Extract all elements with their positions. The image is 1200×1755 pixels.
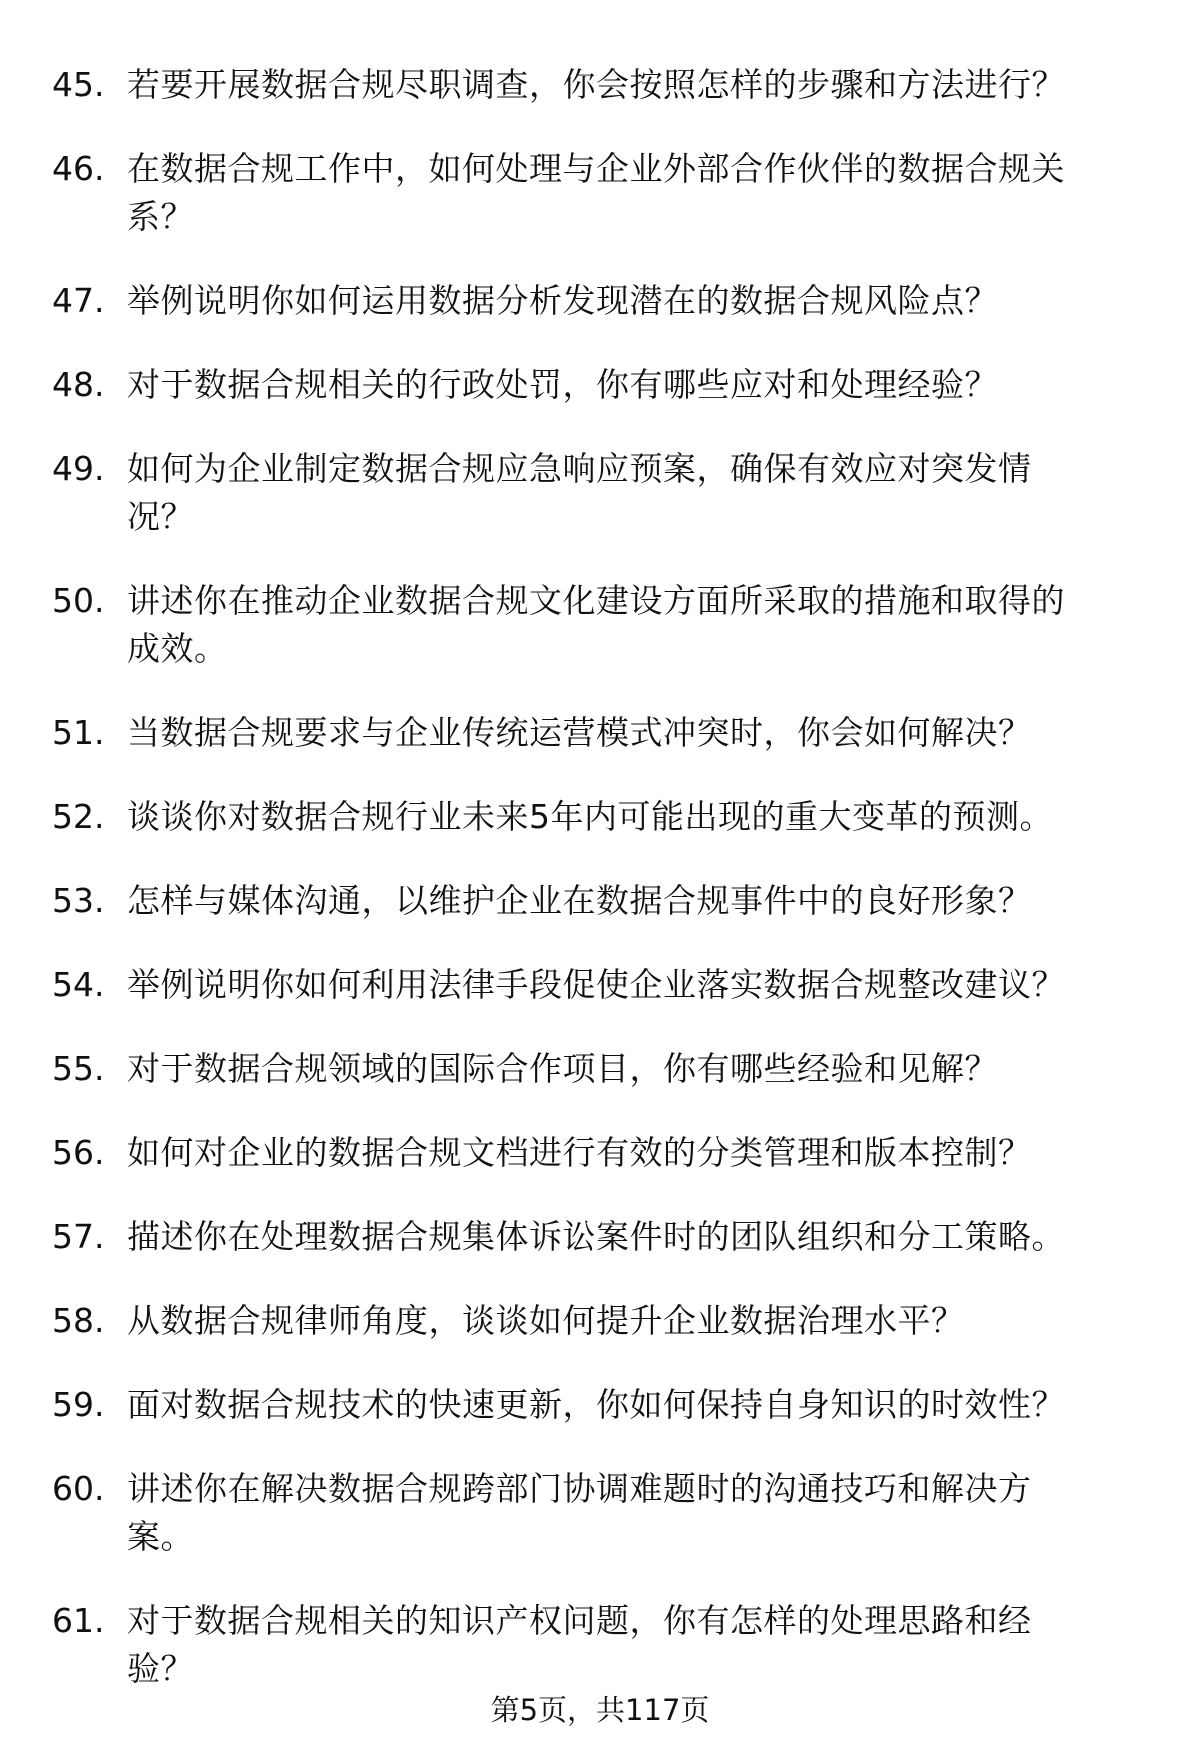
- question-text-line: 对于数据合规领域的国际合作项目，你有哪些经验和见解？: [127, 1049, 998, 1088]
- question-text: [127, 793, 1187, 841]
- question-text-line: 如何为企业制定数据合规应急响应预案，确保有效应对突发情: [127, 449, 1032, 488]
- question-number: 61.: [52, 1601, 105, 1640]
- question-text-line: 举例说明你如何利用法律手段促使企业落实数据合规整改建议？: [127, 965, 1065, 1004]
- question-text: [127, 1597, 1187, 1693]
- question-text: [127, 577, 1187, 673]
- question-list: [0, 61, 1200, 1729]
- question-text: [127, 1213, 1187, 1261]
- question-item: [0, 961, 1200, 1009]
- question-text-line: 若要开展数据合规尽职调查，你会按照怎样的步骤和方法进行？: [127, 65, 1065, 104]
- question-text-line: 从数据合规律师角度，谈谈如何提升企业数据治理水平？: [127, 1301, 965, 1340]
- question-text-line: 描述你在处理数据合规集体诉讼案件时的团队组织和分工策略。: [127, 1217, 1065, 1256]
- question-item: [0, 445, 1200, 541]
- question-text-line: 验？: [127, 1649, 194, 1688]
- question-text-line: 况？: [127, 497, 194, 536]
- question-text: [127, 877, 1187, 925]
- question-item: [0, 277, 1200, 325]
- question-text: [127, 1045, 1187, 1093]
- question-item: [0, 1129, 1200, 1177]
- question-text: [127, 1297, 1187, 1345]
- question-number: 52.: [52, 797, 105, 836]
- question-text: [127, 1129, 1187, 1177]
- question-text-line: 怎样与媒体沟通，以维护企业在数据合规事件中的良好形象？: [127, 881, 1032, 920]
- question-number: 51.: [52, 713, 105, 752]
- question-text-line: 对于数据合规相关的知识产权问题，你有怎样的处理思路和经: [127, 1601, 1032, 1640]
- question-text-line: 当数据合规要求与企业传统运营模式冲突时，你会如何解决？: [127, 713, 1032, 752]
- question-text-line: 举例说明你如何运用数据分析发现潜在的数据合规风险点？: [127, 281, 998, 320]
- question-text: [127, 1465, 1187, 1561]
- question-number: 58.: [52, 1301, 105, 1340]
- question-text: [127, 1381, 1187, 1429]
- question-number: 46.: [52, 149, 105, 188]
- question-item: [0, 61, 1200, 109]
- question-text: [127, 445, 1187, 541]
- question-text-line: 系？: [127, 197, 194, 236]
- page-footer: 第5页，共117页: [490, 1693, 710, 1727]
- question-text: [127, 361, 1187, 409]
- question-item: [0, 577, 1200, 673]
- question-text-line: 在数据合规工作中，如何处理与企业外部合作伙伴的数据合规关: [127, 149, 1065, 188]
- question-number: 55.: [52, 1049, 105, 1088]
- question-number: 59.: [52, 1385, 105, 1424]
- question-text-line: 案。: [127, 1517, 194, 1556]
- question-text: [127, 61, 1187, 109]
- question-item: [0, 1597, 1200, 1693]
- question-number: 53.: [52, 881, 105, 920]
- question-item: [0, 1381, 1200, 1429]
- question-item: [0, 1045, 1200, 1093]
- question-text-line: 讲述你在推动企业数据合规文化建设方面所采取的措施和取得的: [127, 581, 1065, 620]
- question-text-line: 对于数据合规相关的行政处罚，你有哪些应对和处理经验？: [127, 365, 998, 404]
- question-text-line: 谈谈你对数据合规行业未来5年内可能出现的重大变革的预测。: [127, 797, 1053, 836]
- question-number: 56.: [52, 1133, 105, 1172]
- question-number: 49.: [52, 449, 105, 488]
- question-text-line: 讲述你在解决数据合规跨部门协调难题时的沟通技巧和解决方: [127, 1469, 1032, 1508]
- question-text: [127, 961, 1187, 1009]
- question-number: 57.: [52, 1217, 105, 1256]
- question-text-line: 如何对企业的数据合规文档进行有效的分类管理和版本控制？: [127, 1133, 1032, 1172]
- question-item: [0, 793, 1200, 841]
- question-item: [0, 145, 1200, 241]
- question-item: [0, 361, 1200, 409]
- question-text: [127, 277, 1187, 325]
- question-text: [127, 709, 1187, 757]
- question-number: 48.: [52, 365, 105, 404]
- question-item: [0, 709, 1200, 757]
- question-number: 45.: [52, 65, 105, 104]
- question-text: [127, 145, 1187, 241]
- question-text-line: 成效。: [127, 629, 228, 668]
- question-item: [0, 1465, 1200, 1561]
- question-number: 60.: [52, 1469, 105, 1508]
- question-number: 54.: [52, 965, 105, 1004]
- question-item: [0, 877, 1200, 925]
- question-number: 47.: [52, 281, 105, 320]
- question-item: [0, 1297, 1200, 1345]
- question-text-line: 面对数据合规技术的快速更新，你如何保持自身知识的时效性？: [127, 1385, 1065, 1424]
- question-item: [0, 1213, 1200, 1261]
- question-number: 50.: [52, 581, 105, 620]
